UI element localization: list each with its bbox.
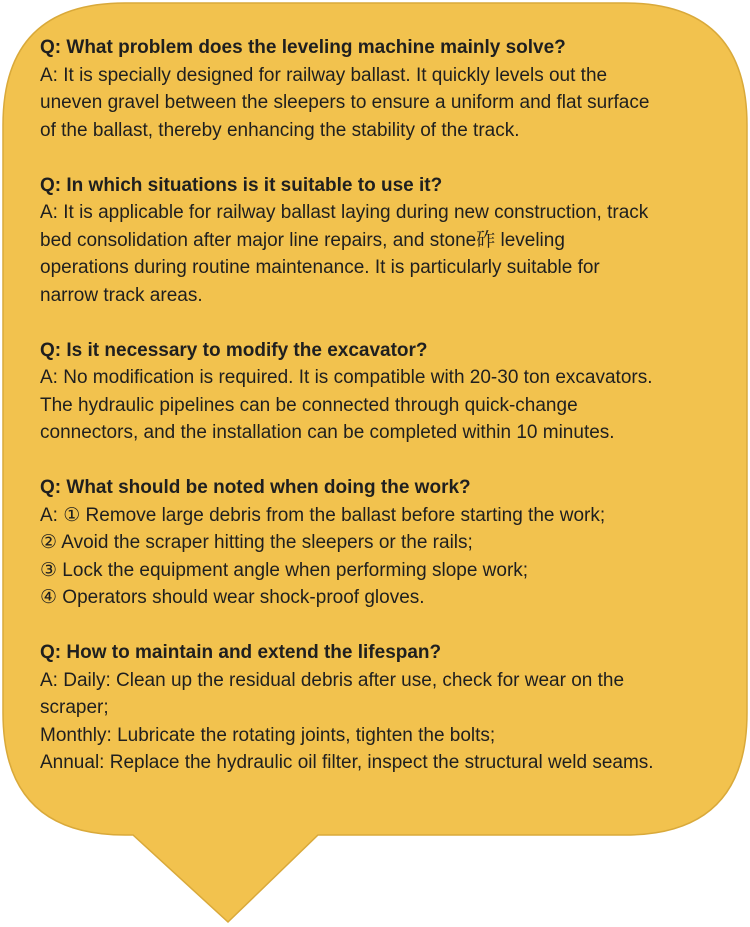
faq-question: Q: What problem does the leveling machine mainly solve? bbox=[40, 37, 566, 58]
faq-question: Q: Is it necessary to modify the excavator? bbox=[40, 339, 428, 361]
faq-answer-line: of the ballast, thereby enhancing the stability of the track. bbox=[40, 119, 520, 141]
faq-answer-line: ④ Operators should wear shock-proof gloves. bbox=[40, 587, 425, 608]
faq-answer-line: ② Avoid the scraper hitting the sleepers or the rails; bbox=[40, 532, 473, 553]
faq-answer-line: A: Daily: Clean up the residual debris after use, check for wear on the bbox=[40, 669, 625, 691]
faq-item bbox=[40, 474, 740, 612]
faq-answer-line: operations during routine maintenance. It is particularly suitable for bbox=[40, 257, 600, 278]
faq-item bbox=[40, 172, 740, 310]
faq-answer-line: scraper; bbox=[40, 697, 109, 718]
faq-question: Q: How to maintain and extend the lifespan? bbox=[40, 642, 442, 663]
faq-answer-line: Annual: Replace the hydraulic oil filter, inspect the structural weld seams. bbox=[40, 752, 654, 773]
faq-answer-line: A: It is specially designed for railway ballast. It quickly levels out the bbox=[40, 64, 608, 86]
faq-answer-line: narrow track areas. bbox=[40, 284, 203, 306]
faq-item bbox=[40, 337, 740, 447]
faq-answer-line: A: It is applicable for railway ballast laying during new construction, track bbox=[40, 202, 649, 223]
faq-item bbox=[40, 639, 740, 777]
faq-answer-line: A: No modification is required. It is compatible with 20-30 ton excavators. bbox=[40, 367, 653, 388]
faq-answer-line: Monthly: Lubricate the rotating joints, tighten the bolts; bbox=[40, 724, 496, 746]
faq-answer-line: The hydraulic pipelines can be connected through quick-change bbox=[40, 394, 578, 416]
faq-question: Q: In which situations is it suitable to use it? bbox=[40, 174, 443, 196]
faq-answer-line: connectors, and the installation can be completed within 10 minutes. bbox=[40, 422, 615, 443]
faq-answer-line: ③ Lock the equipment angle when performing slope work; bbox=[40, 559, 529, 581]
faq-content bbox=[40, 34, 740, 804]
faq-answer-line: bed consolidation after major line repairs, and stone砟 leveling bbox=[40, 229, 565, 251]
faq-question: Q: What should be noted when doing the work? bbox=[40, 477, 471, 498]
faq-item bbox=[40, 34, 740, 144]
faq-answer-line: A: ① Remove large debris from the ballast before starting the work; bbox=[40, 504, 606, 526]
faq-answer-line: uneven gravel between the sleepers to ensure a uniform and flat surface bbox=[40, 92, 650, 113]
